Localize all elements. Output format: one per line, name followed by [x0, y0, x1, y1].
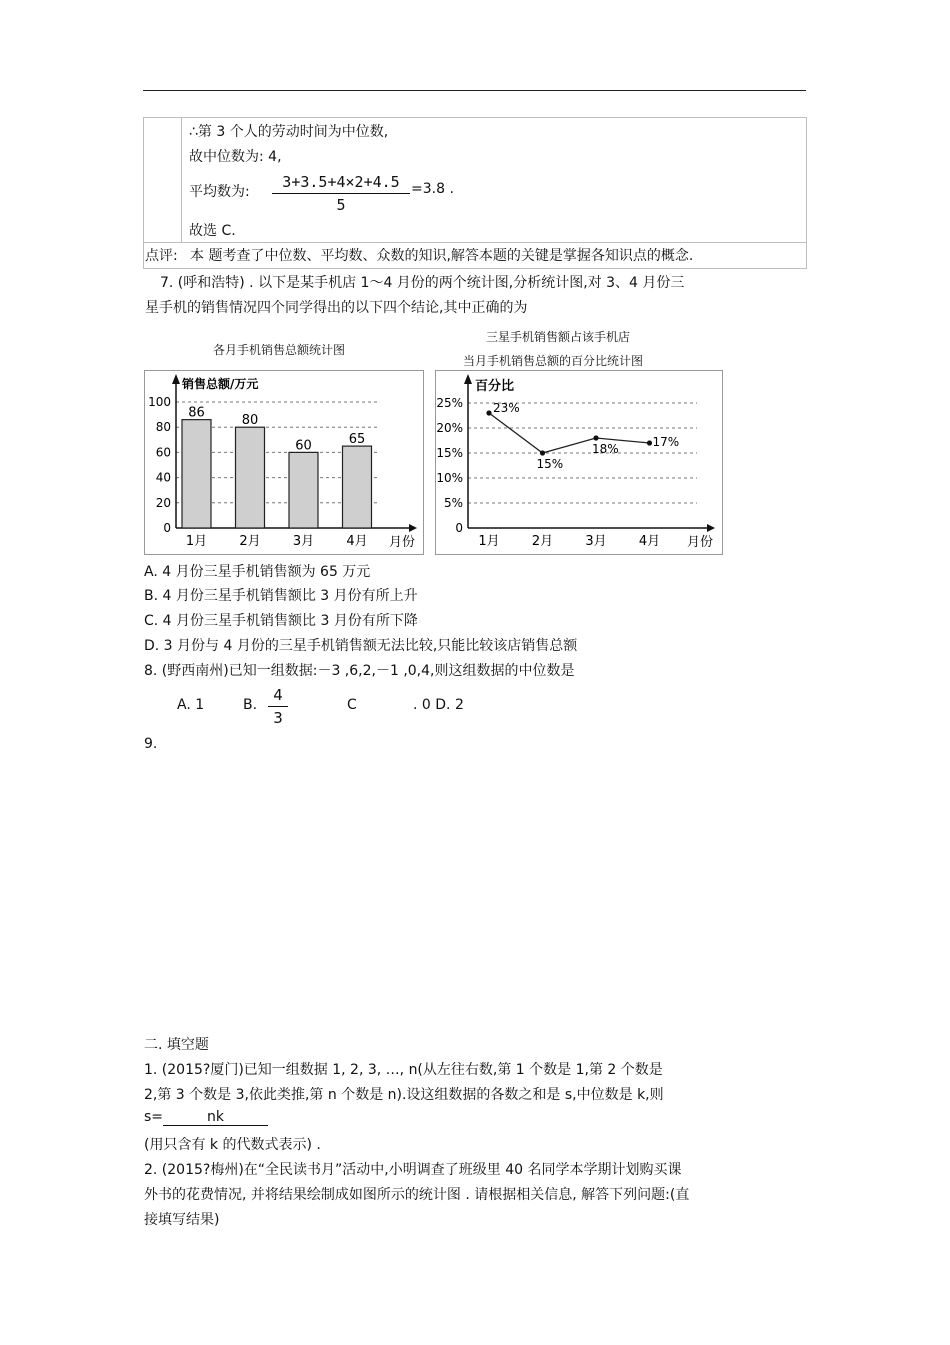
bar-value-label: 65 [348, 432, 366, 448]
mean-denominator: 5 [336, 196, 346, 214]
q8-option-c: C [347, 697, 357, 713]
y-tick-label: 80 [155, 420, 171, 435]
line-chart-frame [436, 371, 723, 555]
bar [236, 427, 265, 528]
x-tick-label: 1月 [478, 534, 500, 549]
y-tick-label: 5% [443, 496, 463, 510]
x-tick-label: 4月 [346, 534, 368, 549]
q8-option-b-fraction [268, 686, 288, 727]
fill-q1-line-2: 2,第 3 个数是 3,依此类推,第 n 个数是 n).设这组数据的各数之和是 s,中位数是 k,则 [144, 1087, 664, 1103]
fill-q1-line-3 [144, 1109, 268, 1126]
table-divider-vertical [181, 118, 182, 242]
comment-label: 点评: [145, 248, 178, 264]
q8-stem: 8. (野西南州)已知一组数据:－3 ,6,2,－1 ,0,4,则这组数据的中位数是 [144, 663, 575, 679]
comment-text: 本 题考查了中位数、平均数、众数的知识,解答本题的关键是掌握各知识点的概念. [190, 248, 694, 264]
y-axis-arrow [464, 374, 472, 384]
point-label: 17% [652, 435, 680, 449]
bar-value-label: 60 [295, 438, 312, 454]
q8-option-d: . 0 D. 2 [413, 697, 464, 713]
q7-option-b: B. 4 月份三星手机销售额比 3 月份有所上升 [144, 588, 418, 604]
data-point [486, 410, 491, 415]
solution-line-1: ∴第 3 个人的劳动时间为中位数, [189, 124, 389, 140]
top-rule [143, 90, 806, 91]
bar-chart-title: 各月手机销售总额统计图 [213, 343, 346, 357]
data-point [593, 435, 598, 440]
line-chart-title-2: 当月手机销售总额的百分比统计图 [463, 354, 644, 368]
fill-q2-line-2: 外书的花费情况, 并将结果绘制成如图所示的统计图 . 请根据相关信息, 解答下列问题:(直 [144, 1187, 690, 1203]
mean-label: 平均数为: [189, 184, 250, 200]
fill-q1-line-4: (用只含有 k 的代数式表示) . [144, 1137, 321, 1153]
q8-option-a: A. 1 [177, 697, 205, 713]
y-tick-label: 10% [436, 471, 463, 485]
x-tick-label: 3月 [585, 534, 607, 549]
y-tick-label: 20% [436, 421, 463, 435]
x-tick-label: 4月 [638, 534, 661, 549]
line-chart-xlabel: 月份 [687, 535, 714, 550]
mean-fraction [272, 173, 410, 214]
point-label: 15% [536, 457, 564, 471]
x-tick-label: 2月 [239, 534, 261, 549]
x-tick-label: 2月 [531, 534, 554, 549]
data-point [540, 450, 545, 455]
fraction-bar [268, 706, 288, 707]
solution-choice: 故选 C. [189, 223, 236, 239]
y-tick-label: 25% [436, 396, 463, 410]
fill-q2-line-1: 2. (2015?梅州)在“全民读书月”活动中,小明调查了班级里 40 名同学本学期计划购买课 [144, 1162, 682, 1178]
section-heading: 二. 填空题 [144, 1037, 209, 1053]
y-tick-label: 0 [163, 521, 171, 535]
q8-option-b: B. [243, 697, 258, 713]
series-line [489, 413, 650, 453]
data-point [647, 440, 652, 445]
y-axis-arrow [172, 374, 180, 384]
q8-option-b-denominator: 3 [273, 709, 283, 727]
point-label: 23% [493, 401, 520, 415]
y-tick-label: 20 [155, 495, 171, 510]
fill-q1-answer: nk [163, 1109, 268, 1126]
q7-option-d: D. 3 月份与 4 月份的三星手机销售额无法比较,只能比较该店销售总额 [144, 638, 578, 654]
fill-q1-line-1: 1. (2015?厦门)已知一组数据 1, 2, 3, …, n(从左往右数,第 1 个数是 1,第 2 个数是 [144, 1062, 663, 1078]
bar-chart [144, 370, 424, 555]
q7-stem-line-1: 7. (呼和浩特) . 以下是某手机店 1～4 月份的两个统计图,分析统计图,对 3、4 月份三 [160, 275, 685, 291]
q7-option-c: C. 4 月份三星手机销售额比 3 月份有所下降 [144, 613, 418, 629]
mean-numerator: 3+3.5+4×2+4.5 [282, 173, 400, 191]
bar-value-label: 80 [241, 413, 259, 429]
bar-value-label: 86 [188, 405, 205, 421]
y-tick-label: 100 [148, 395, 171, 409]
q8-option-b-numerator: 4 [273, 686, 283, 704]
fill-q1-s-prefix: s= [144, 1109, 164, 1125]
q7-stem-line-2: 星手机的销售情况四个同学得出的以下四个结论,其中正确的为 [145, 300, 528, 316]
y-tick-label: 0 [455, 521, 463, 535]
point-label: 18% [592, 442, 619, 456]
line-chart [435, 370, 723, 555]
x-axis-arrow [707, 524, 715, 532]
y-tick-label: 15% [436, 446, 463, 460]
mean-result: =3.8 . [411, 181, 454, 197]
fraction-bar [272, 193, 410, 194]
x-tick-label: 3月 [292, 534, 315, 549]
q9-label: 9. [144, 736, 158, 752]
x-axis-arrow [409, 524, 417, 532]
bar [182, 420, 211, 528]
bar-chart-xlabel: 月份 [389, 535, 416, 550]
q7-option-a: A. 4 月份三星手机销售额为 65 万元 [144, 564, 371, 580]
table-divider-horizontal [144, 242, 806, 243]
y-tick-label: 60 [155, 445, 171, 460]
solution-line-2: 故中位数为: 4, [189, 149, 282, 165]
bar-chart-ylabel: 销售总额/万元 [182, 377, 259, 391]
y-tick-label: 40 [155, 470, 171, 485]
line-chart-title-1: 三星手机销售额占该手机店 [486, 330, 631, 344]
line-chart-ylabel: 百分比 [475, 379, 515, 394]
bar [343, 446, 372, 528]
bar [289, 452, 318, 528]
fill-q2-line-3: 接填写结果) [144, 1212, 220, 1228]
x-tick-label: 1月 [185, 534, 208, 549]
